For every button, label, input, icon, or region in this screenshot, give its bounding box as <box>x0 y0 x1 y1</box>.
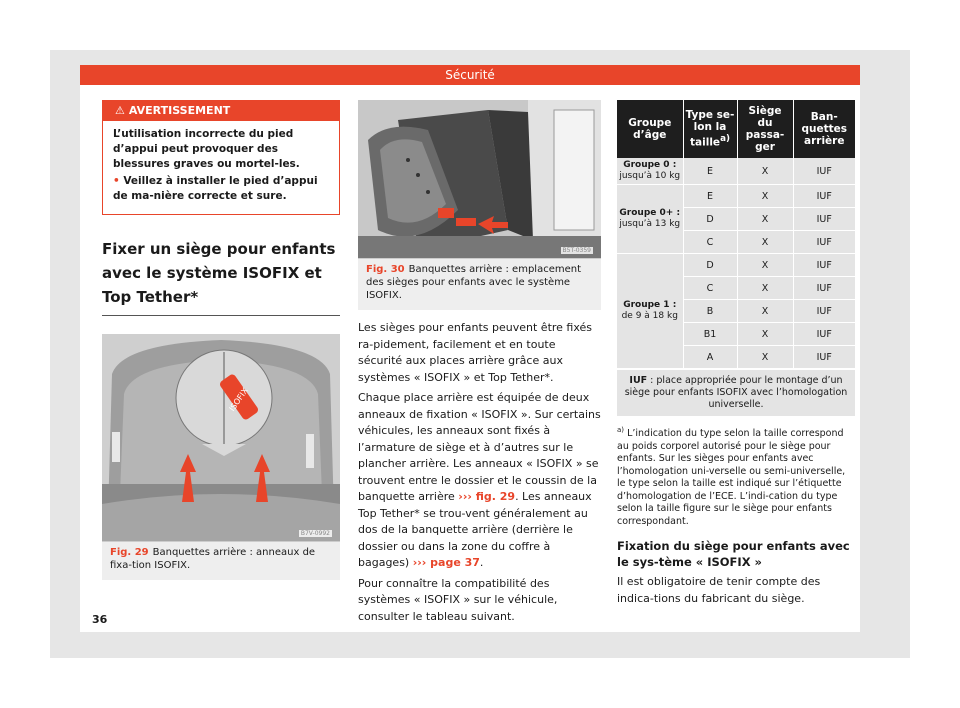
warning-text: L’utilisation incorrecte du pied d’appui peut provoquer des blessures graves ou mortel-les. <box>113 128 300 170</box>
age-group-cell: Groupe 1 : de 9 à 18 kg <box>617 254 683 369</box>
passenger-seat-cell: X <box>737 185 793 208</box>
paragraph-3: Pour connaître la compatibilité des systèmes « ISOFIX » sur le véhicule, consulter le tableau suivant. <box>358 576 558 623</box>
bullet-icon: • <box>113 175 124 187</box>
passenger-seat-cell: X <box>737 158 793 185</box>
passenger-seat-cell: X <box>737 277 793 300</box>
header-size-type: Type se-lon la taille$^{a)}$ <box>683 100 737 158</box>
column-left <box>102 100 340 580</box>
age-group-cell: Groupe 0+ : jusqu’à 13 kg <box>617 185 683 254</box>
rear-seats-cell: IUF <box>793 254 855 277</box>
manual-page <box>80 65 860 632</box>
warning-body <box>103 121 339 214</box>
rear-seats-cell: IUF <box>793 346 855 369</box>
table-row <box>617 158 855 185</box>
passenger-seat-cell: X <box>737 346 793 369</box>
fig-29-link[interactable]: ››› fig. 29 <box>458 490 516 503</box>
figure-30-number: Fig. 30 <box>366 264 405 275</box>
size-type-cell: E <box>683 185 737 208</box>
section-header: Sécurité <box>80 65 860 85</box>
rear-seats-cell: IUF <box>793 231 855 254</box>
figure-30-code: B5T-0359 <box>562 247 591 254</box>
figure-29-image <box>102 334 340 541</box>
age-group-cell: Groupe 0 : jusqu’à 10 kg <box>617 158 683 185</box>
rear-seats-cell: IUF <box>793 185 855 208</box>
child-seat-illustration <box>358 100 601 258</box>
table-row <box>617 254 855 277</box>
size-type-cell: B <box>683 300 737 323</box>
after-text: Il est obligatoire de tenir compte des indica-tions du fabricant du siège. <box>617 575 821 605</box>
figure-30-image <box>358 100 601 258</box>
table-row <box>617 185 855 208</box>
passenger-seat-cell: X <box>737 231 793 254</box>
figure-29-caption: Fig. 29 Banquettes arrière : anneaux de fixa-tion ISOFIX. <box>102 541 340 580</box>
table-header-row <box>617 100 855 158</box>
size-type-cell: C <box>683 231 737 254</box>
page-37-link[interactable]: ››› page 37 <box>412 556 480 569</box>
size-type-cell: B1 <box>683 323 737 346</box>
rear-seats-cell: IUF <box>793 300 855 323</box>
rear-seats-cell: IUF <box>793 277 855 300</box>
rear-seats-cell: IUF <box>793 158 855 185</box>
figure-30-caption: Fig. 30 Banquettes arrière : emplacement des sièges pour enfants avec le système ISOFIX. <box>358 258 601 310</box>
header-rear-seats: Ban-quettes arrière <box>793 100 855 158</box>
warning-triangle-icon: ⚠ <box>115 104 125 117</box>
table-legend: IUF : place appropriée pour le montage d’un siège pour enfants ISOFIX avec l’homologation universelle. <box>617 369 855 416</box>
header-age-group: Groupe d’âge <box>617 100 683 158</box>
body-text <box>358 320 601 625</box>
warning-title: AVERTISSEMENT <box>128 104 231 117</box>
column-right <box>617 100 855 607</box>
warning-header <box>103 101 339 121</box>
passenger-seat-cell: X <box>737 323 793 346</box>
passenger-seat-cell: X <box>737 300 793 323</box>
subheading: Fixation du siège pour enfants avec le sys-tème « ISOFIX » <box>617 539 850 570</box>
size-type-cell: A <box>683 346 737 369</box>
size-type-cell: C <box>683 277 737 300</box>
isofix-compatibility-table <box>617 100 855 369</box>
rear-seats-cell: IUF <box>793 323 855 346</box>
passenger-seat-cell: X <box>737 208 793 231</box>
rear-seats-cell: IUF <box>793 208 855 231</box>
isofix-label: ISOFIX <box>227 386 250 413</box>
passenger-seat-cell: X <box>737 254 793 277</box>
warning-bullet: • Veillez à installer le pied d’appui de ma-nière correcte et sure. <box>113 175 318 202</box>
section-title: Fixer un siège pour enfants avec le système ISOFIX et Top Tether* <box>102 237 340 316</box>
size-type-cell: E <box>683 158 737 185</box>
header-passenger-seat: Siège du passa-ger <box>737 100 793 158</box>
page-number: 36 <box>92 613 108 626</box>
isofix-anchors-illustration <box>102 334 340 541</box>
size-type-cell: D <box>683 254 737 277</box>
paragraph-1: Les sièges pour enfants peuvent être fixés ra-pidement, facilement et en toute sécurité aux places arrière grâce aux systèmes « ISOFIX » et Top Tether*. <box>358 321 593 384</box>
figure-29-code: B7V-0992 <box>300 530 330 537</box>
paragraph-2: Chaque place arrière est équipée de deux anneaux de fixation « ISOFIX ». Sur certains véhicules, les anneaux sont fixés à l’armature de siège et à d’autres sur le plancher arrière. Les anneaux « ISOFIX » se trouvent entre le dossier et le coussin de la banquette arrière ››› fig. 29. Les anneaux Top Tether* se trou-vent généralement au dos de la banquette arrière (derrière le dossier ou dans la zone du coffre à bagages) ››› page 37. <box>358 391 601 569</box>
footnote: $^{a)}$ L’indication du type selon la taille correspond au poids corporel autorisé pour le siège pour enfants. Sur les sièges pour enfants avec l’homologation uni-verselle ou semi-universelle, le type selon la taille est indiqué sur l’étiquette d’homologation de l’ECE. L’indi-cation du type selon la taille figure sur le siège pour enfants correspondant. <box>617 426 846 527</box>
warning-box <box>102 100 340 215</box>
size-type-cell: D <box>683 208 737 231</box>
column-middle <box>358 100 601 629</box>
figure-29-number: Fig. 29 <box>110 547 149 558</box>
